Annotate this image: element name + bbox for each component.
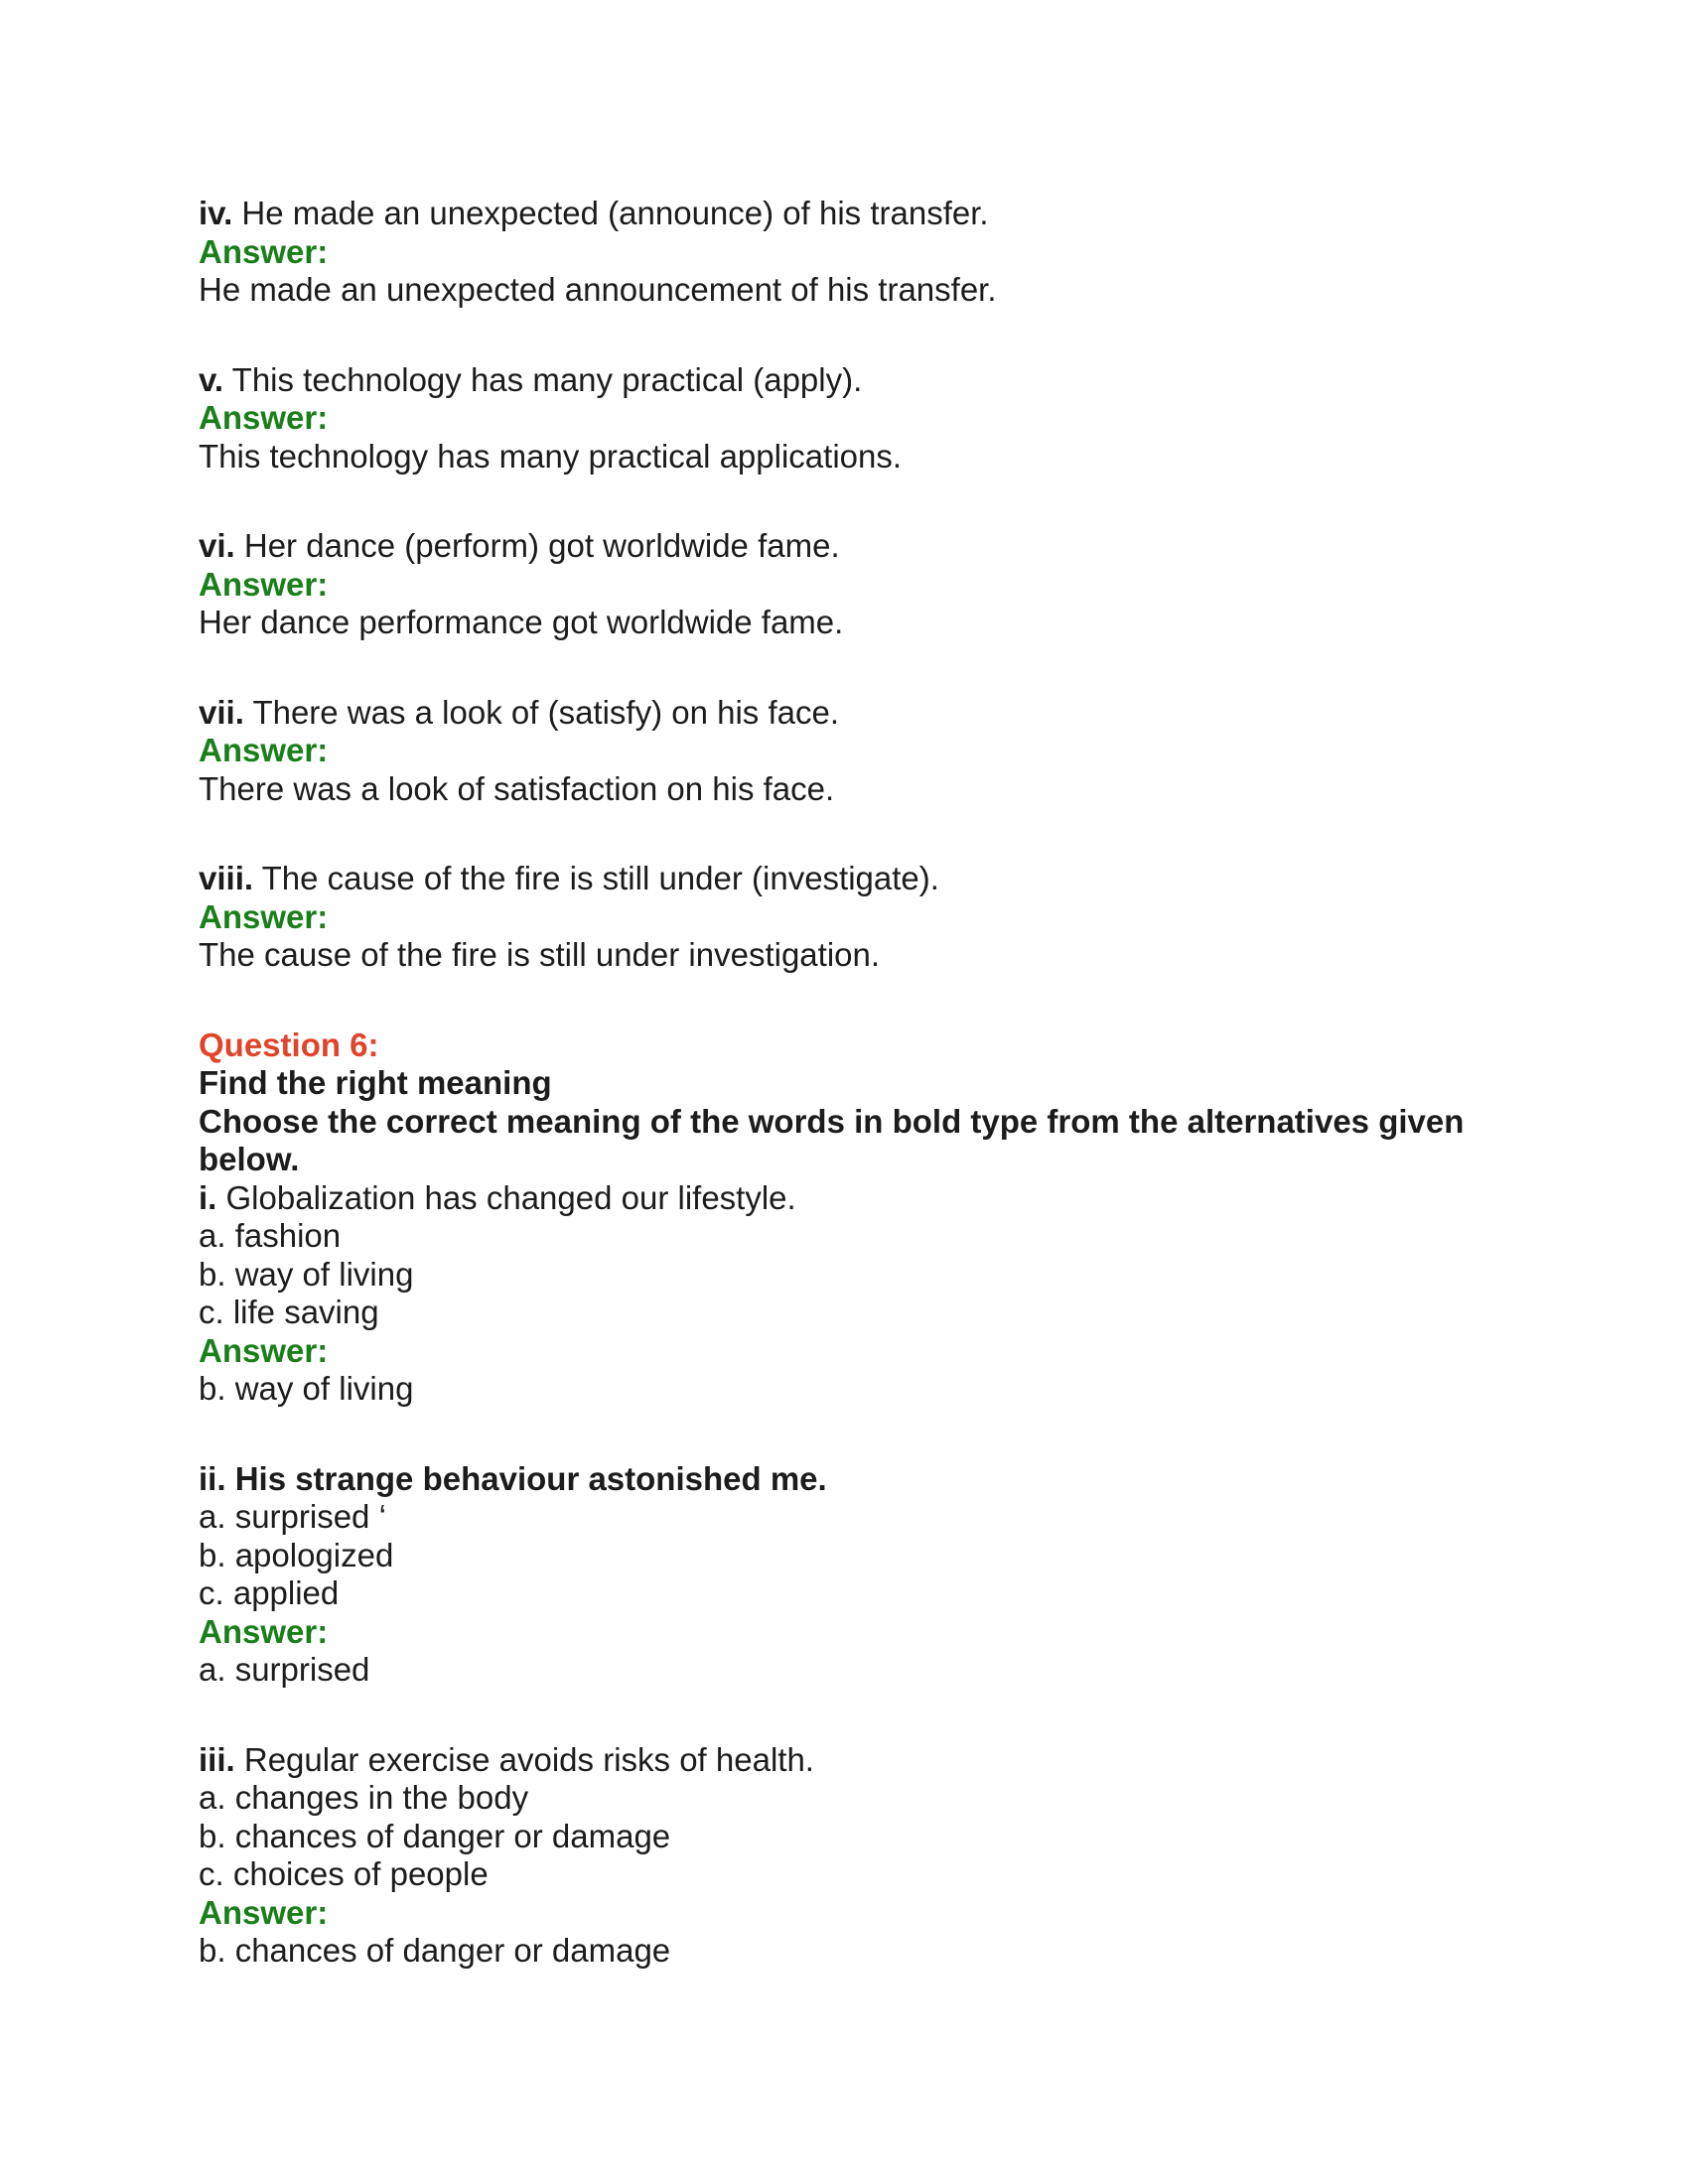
option-b: b. apologized <box>199 1536 394 1573</box>
exercise-item-iv <box>199 195 1509 310</box>
meaning-item-ii <box>199 1460 1509 1690</box>
option-c: c. applied <box>199 1574 340 1611</box>
item-number: viii. <box>199 860 254 896</box>
meaning-item-iii <box>199 1741 1509 1971</box>
exercise-item-v <box>199 361 1509 477</box>
question-line <box>199 694 1509 733</box>
question-line <box>199 1179 1509 1218</box>
item-number: vii. <box>199 693 244 731</box>
question-6-header <box>199 1026 1509 1179</box>
question-text: The cause of the fire is still under (investigate). <box>261 860 939 896</box>
question-text: He made an unexpected (announce) of his transfer. <box>241 195 989 231</box>
option-c: c. life saving <box>199 1294 379 1330</box>
question-line <box>199 195 1509 233</box>
answer-label: Answer: <box>199 399 329 436</box>
answer-label: Answer: <box>199 565 329 603</box>
answer-text: He made an unexpected announcement of his transfer. <box>199 271 997 308</box>
answer-text: This technology has many practical applications. <box>199 437 903 475</box>
question-line <box>199 361 1509 400</box>
option-c: c. choices of people <box>199 1855 489 1892</box>
item-number: v. <box>199 360 224 398</box>
option-a: a. fashion <box>199 1217 342 1254</box>
answer-text: a. surprised <box>199 1651 370 1688</box>
question-text: Regular exercise avoids risks of health. <box>243 1740 814 1778</box>
question-line <box>199 527 1509 566</box>
question-line <box>199 860 1509 898</box>
answer-text: There was a look of satisfaction on his face. <box>199 769 835 807</box>
option-a: a. surprised ‘ <box>199 1498 386 1535</box>
question-instruction: Choose the correct meaning of the words in bold type from the alternatives given below. <box>199 1102 1465 1177</box>
question-line <box>199 1460 1509 1499</box>
question-text: Her dance (perform) got worldwide fame. <box>243 527 840 564</box>
item-number: i. <box>199 1178 217 1216</box>
question-title: Find the right meaning <box>199 1064 552 1101</box>
question-text: Globalization has changed our lifestyle. <box>225 1178 796 1216</box>
question-line <box>199 1741 1509 1780</box>
answer-text: b. chances of danger or damage <box>199 1932 671 1969</box>
item-number: ii. <box>199 1459 226 1497</box>
item-number: iii. <box>199 1740 235 1778</box>
question-text: His strange behaviour astonished me. <box>234 1459 827 1497</box>
answer-label: Answer: <box>199 1893 329 1931</box>
option-b: b. way of living <box>199 1255 414 1293</box>
option-a: a. changes in the body <box>199 1779 529 1816</box>
item-number: iv. <box>199 195 233 231</box>
question-text: There was a look of (satisfy) on his face. <box>252 693 840 731</box>
document-page <box>199 195 1509 1971</box>
exercise-item-vii <box>199 694 1509 809</box>
item-number: vi. <box>199 527 235 564</box>
answer-text: The cause of the fire is still under investigation. <box>199 936 881 973</box>
question-text: This technology has many practical (apply). <box>231 360 863 398</box>
answer-label: Answer: <box>199 1612 329 1650</box>
exercise-item-vi <box>199 527 1509 642</box>
answer-label: Answer: <box>199 1331 329 1369</box>
option-b: b. chances of danger or damage <box>199 1817 671 1854</box>
answer-label: Answer: <box>199 732 329 768</box>
meaning-item-i <box>199 1179 1509 1409</box>
answer-label: Answer: <box>199 897 329 935</box>
question-label: Question 6: <box>199 1025 379 1063</box>
answer-text: b. way of living <box>199 1370 414 1407</box>
answer-label: Answer: <box>199 232 329 270</box>
exercise-item-viii <box>199 860 1509 975</box>
answer-text: Her dance performance got worldwide fame. <box>199 604 844 640</box>
